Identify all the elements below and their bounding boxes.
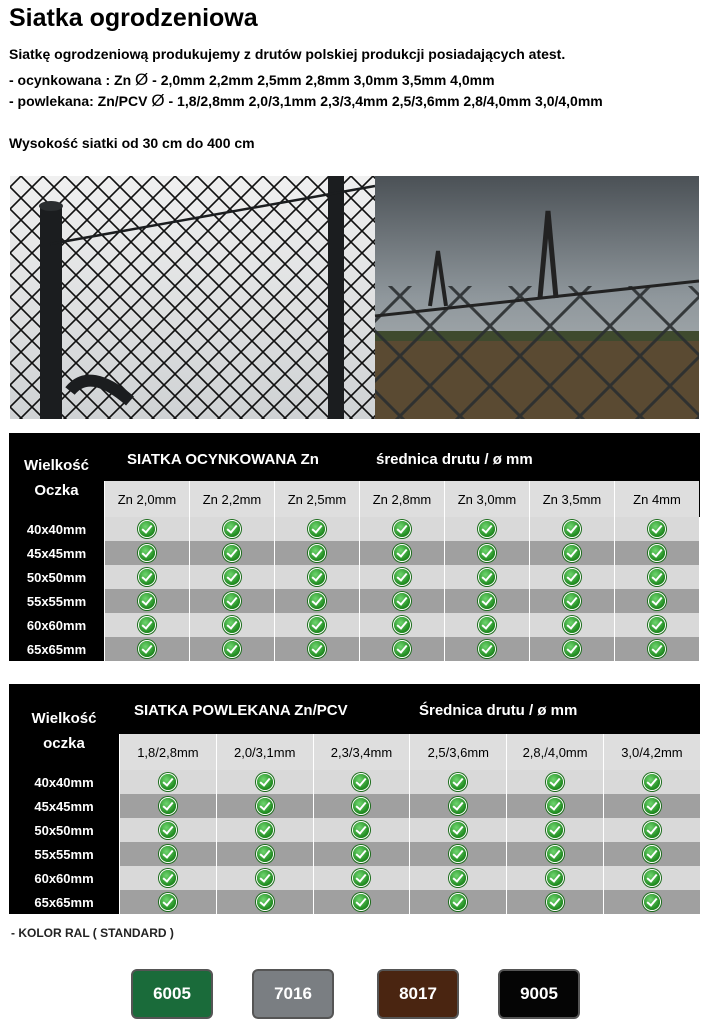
checkmark-icon: [644, 798, 660, 814]
checkmark-icon: [394, 593, 410, 609]
checkmark-icon: [257, 798, 273, 814]
coated-sizes: - 1,8/2,8mm 2,0/3,1mm 2,3/3,4mm 2,5/3,6mm 2,8/4,0mm 3,0/4,0mm: [164, 93, 603, 109]
table-cell: [444, 637, 529, 661]
column-header: Zn 3,5mm: [529, 481, 614, 517]
table-cell: [359, 541, 444, 565]
table-cell: [274, 589, 359, 613]
checkmark-icon: [160, 846, 176, 862]
table-row: [9, 517, 700, 541]
table-cell: [529, 589, 614, 613]
table-cell: [614, 517, 699, 541]
page-title: Siatka ogrodzeniowa: [9, 4, 258, 32]
fence-photo-image: [10, 176, 699, 419]
coated-table-header: [9, 684, 700, 770]
table-cell: [614, 565, 699, 589]
ral-swatch-9005: 9005: [498, 969, 580, 1019]
table-row: [9, 794, 700, 818]
table-cell: [529, 517, 614, 541]
checkmark-icon: [450, 846, 466, 862]
table-cell: [313, 866, 410, 890]
checkmark-icon: [479, 617, 495, 633]
checkmark-icon: [450, 822, 466, 838]
checkmark-icon: [479, 641, 495, 657]
table-cell: [506, 866, 603, 890]
table-cell: [119, 890, 216, 914]
table-cell: [359, 565, 444, 589]
mesh-size-label: 45x45mm: [9, 541, 104, 565]
table-cell: [603, 770, 700, 794]
checkmark-icon: [353, 894, 369, 910]
table-cell: [359, 517, 444, 541]
checkmark-icon: [394, 521, 410, 537]
checkmark-icon: [547, 774, 563, 790]
fence-photos: [10, 176, 699, 419]
checkmark-icon: [450, 894, 466, 910]
table-cell: [506, 794, 603, 818]
table-cell: [614, 541, 699, 565]
checkmark-icon: [394, 569, 410, 585]
table-cell: [409, 866, 506, 890]
table-cell: [189, 541, 274, 565]
table-cell: [104, 589, 189, 613]
diameter-symbol: Ø: [151, 91, 165, 110]
checkmark-icon: [309, 617, 325, 633]
table-cell: [104, 565, 189, 589]
checkmark-icon: [564, 569, 580, 585]
table-row: [9, 541, 700, 565]
table-cell: [313, 770, 410, 794]
table-cell: [603, 890, 700, 914]
table-cell: [104, 517, 189, 541]
column-header: 2,3/3,4mm: [313, 734, 410, 770]
table-cell: [603, 818, 700, 842]
column-header: 2,8,/4,0mm: [506, 734, 603, 770]
checkmark-icon: [224, 593, 240, 609]
table-cell: [614, 589, 699, 613]
table-cell: [603, 842, 700, 866]
table-cell: [274, 517, 359, 541]
table-cell: [119, 770, 216, 794]
checkmark-icon: [649, 593, 665, 609]
table-cell: [409, 842, 506, 866]
diameter-symbol: Ø: [135, 70, 149, 89]
galvanized-table-body: [9, 517, 700, 661]
checkmark-icon: [139, 617, 155, 633]
table-cell: [104, 541, 189, 565]
galvanized-table: [9, 433, 700, 661]
checkmark-icon: [450, 798, 466, 814]
checkmark-icon: [479, 545, 495, 561]
row-header-line2: oczka: [43, 735, 85, 752]
checkmark-icon: [450, 870, 466, 886]
checkmark-icon: [309, 641, 325, 657]
mesh-size-label: 45x45mm: [9, 794, 119, 818]
checkmark-icon: [309, 545, 325, 561]
table-cell: [313, 818, 410, 842]
checkmark-icon: [353, 798, 369, 814]
table-cell: [216, 770, 313, 794]
checkmark-icon: [644, 774, 660, 790]
checkmark-icon: [139, 641, 155, 657]
checkmark-icon: [353, 870, 369, 886]
checkmark-icon: [547, 798, 563, 814]
checkmark-icon: [479, 593, 495, 609]
table-cell: [359, 613, 444, 637]
checkmark-icon: [353, 846, 369, 862]
checkmark-icon: [649, 545, 665, 561]
table-cell: [409, 770, 506, 794]
mesh-size-label: 55x55mm: [9, 589, 104, 613]
checkmark-icon: [160, 822, 176, 838]
column-header: 1,8/2,8mm: [119, 734, 216, 770]
checkmark-icon: [257, 894, 273, 910]
checkmark-icon: [139, 593, 155, 609]
table-cell: [216, 818, 313, 842]
checkmark-icon: [547, 822, 563, 838]
ral-swatch-6005: 6005: [131, 969, 213, 1019]
checkmark-icon: [257, 822, 273, 838]
checkmark-icon: [160, 870, 176, 886]
mesh-size-label: 40x40mm: [9, 770, 119, 794]
column-header: Zn 2,2mm: [189, 481, 274, 517]
checkmark-icon: [564, 641, 580, 657]
checkmark-icon: [224, 617, 240, 633]
checkmark-icon: [160, 798, 176, 814]
mesh-size-label: 50x50mm: [9, 818, 119, 842]
table-cell: [119, 818, 216, 842]
table-cell: [119, 842, 216, 866]
table-cell: [603, 794, 700, 818]
height-range-line: Wysokość siatki od 30 cm do 400 cm: [9, 135, 255, 151]
column-header: Zn 4mm: [614, 481, 699, 517]
checkmark-icon: [309, 593, 325, 609]
table-row: [9, 842, 700, 866]
table-cell: [189, 517, 274, 541]
table-cell: [506, 842, 603, 866]
checkmark-icon: [547, 894, 563, 910]
column-header: 3,0/4,2mm: [603, 734, 700, 770]
section-title: SIATKA POWLEKANA Zn/PCV: [134, 702, 348, 719]
checkmark-icon: [547, 870, 563, 886]
table-cell: [409, 818, 506, 842]
table-cell: [506, 770, 603, 794]
checkmark-icon: [649, 641, 665, 657]
galvanized-table-header: [9, 433, 700, 517]
table-row: [9, 890, 700, 914]
table-cell: [529, 637, 614, 661]
checkmark-icon: [649, 521, 665, 537]
checkmark-icon: [479, 521, 495, 537]
column-header: Zn 3,0mm: [444, 481, 529, 517]
column-header: Zn 2,0mm: [104, 481, 189, 517]
table-cell: [216, 866, 313, 890]
checkmark-icon: [353, 774, 369, 790]
table-row: [9, 818, 700, 842]
coated-table: [9, 684, 700, 914]
table-cell: [529, 565, 614, 589]
checkmark-icon: [309, 569, 325, 585]
checkmark-icon: [649, 617, 665, 633]
checkmark-icon: [649, 569, 665, 585]
table-cell: [216, 842, 313, 866]
row-header: [9, 453, 104, 503]
column-header: 2,0/3,1mm: [216, 734, 313, 770]
checkmark-icon: [644, 894, 660, 910]
table-cell: [359, 589, 444, 613]
table-cell: [409, 794, 506, 818]
description-line: Siatkę ogrodzeniową produkujemy z drutów polskiej produkcji posiadających atest.: [9, 46, 566, 62]
table-cell: [529, 613, 614, 637]
table-cell: [189, 589, 274, 613]
ral-swatch-7016: 7016: [252, 969, 334, 1019]
checkmark-icon: [644, 822, 660, 838]
table-cell: [104, 613, 189, 637]
table-cell: [313, 794, 410, 818]
mesh-size-label: 55x55mm: [9, 842, 119, 866]
mesh-size-label: 50x50mm: [9, 565, 104, 589]
mesh-size-label: 40x40mm: [9, 517, 104, 541]
table-cell: [409, 890, 506, 914]
checkmark-icon: [394, 641, 410, 657]
table-cell: [444, 565, 529, 589]
checkmark-icon: [139, 569, 155, 585]
table-cell: [119, 866, 216, 890]
table-cell: [444, 589, 529, 613]
section-title: SIATKA OCYNKOWANA Zn: [127, 451, 319, 468]
ral-swatch-8017: 8017: [377, 969, 459, 1019]
mesh-size-label: 65x65mm: [9, 637, 104, 661]
table-cell: [444, 541, 529, 565]
table-row: [9, 866, 700, 890]
table-cell: [189, 637, 274, 661]
mesh-size-label: 60x60mm: [9, 866, 119, 890]
checkmark-icon: [394, 617, 410, 633]
table-row: [9, 637, 700, 661]
checkmark-icon: [257, 846, 273, 862]
checkmark-icon: [139, 545, 155, 561]
section-subtitle: średnica drutu / ø mm: [376, 451, 533, 468]
table-cell: [313, 842, 410, 866]
checkmark-icon: [394, 545, 410, 561]
checkmark-icon: [309, 521, 325, 537]
coated-spec-line: [9, 91, 603, 111]
table-cell: [274, 541, 359, 565]
table-cell: [216, 890, 313, 914]
checkmark-icon: [224, 545, 240, 561]
table-cell: [444, 517, 529, 541]
table-cell: [506, 890, 603, 914]
checkmark-icon: [353, 822, 369, 838]
coated-table-body: [9, 770, 700, 914]
table-cell: [189, 565, 274, 589]
column-header: Zn 2,8mm: [359, 481, 444, 517]
checkmark-icon: [644, 846, 660, 862]
checkmark-icon: [160, 894, 176, 910]
table-cell: [274, 613, 359, 637]
section-subtitle: Średnica drutu / ø mm: [419, 702, 578, 719]
checkmark-icon: [224, 521, 240, 537]
table-cell: [189, 613, 274, 637]
table-cell: [274, 637, 359, 661]
coated-prefix: - powlekana: Zn/PCV: [9, 93, 152, 109]
table-cell: [603, 866, 700, 890]
mesh-size-label: 60x60mm: [9, 613, 104, 637]
galvanized-sizes: - 2,0mm 2,2mm 2,5mm 2,8mm 3,0mm 3,5mm 4,0mm: [148, 72, 495, 88]
checkmark-icon: [257, 774, 273, 790]
table-row: [9, 589, 700, 613]
checkmark-icon: [564, 545, 580, 561]
table-row: [9, 565, 700, 589]
ral-color-label: - KOLOR RAL ( STANDARD ): [11, 926, 174, 940]
table-cell: [614, 613, 699, 637]
checkmark-icon: [564, 593, 580, 609]
row-header-line2: Oczka: [34, 482, 79, 499]
table-cell: [444, 613, 529, 637]
galvanized-prefix: - ocynkowana : Zn: [9, 72, 136, 88]
galvanized-spec-line: [9, 70, 495, 90]
checkmark-icon: [564, 521, 580, 537]
checkmark-icon: [479, 569, 495, 585]
checkmark-icon: [257, 870, 273, 886]
table-cell: [216, 794, 313, 818]
table-cell: [104, 637, 189, 661]
table-cell: [614, 637, 699, 661]
table-cell: [274, 565, 359, 589]
table-cell: [313, 890, 410, 914]
checkmark-icon: [160, 774, 176, 790]
checkmark-icon: [644, 870, 660, 886]
column-header: Zn 2,5mm: [274, 481, 359, 517]
checkmark-icon: [224, 569, 240, 585]
table-cell: [506, 818, 603, 842]
row-header: [9, 706, 119, 756]
column-header: 2,5/3,6mm: [409, 734, 506, 770]
checkmark-icon: [564, 617, 580, 633]
row-header-line1: Wielkość: [24, 457, 89, 474]
table-cell: [529, 541, 614, 565]
table-cell: [119, 794, 216, 818]
mesh-size-label: 65x65mm: [9, 890, 119, 914]
table-cell: [359, 637, 444, 661]
checkmark-icon: [547, 846, 563, 862]
checkmark-icon: [450, 774, 466, 790]
table-row: [9, 770, 700, 794]
table-row: [9, 613, 700, 637]
row-header-line1: Wielkość: [31, 710, 97, 727]
checkmark-icon: [139, 521, 155, 537]
checkmark-icon: [224, 641, 240, 657]
